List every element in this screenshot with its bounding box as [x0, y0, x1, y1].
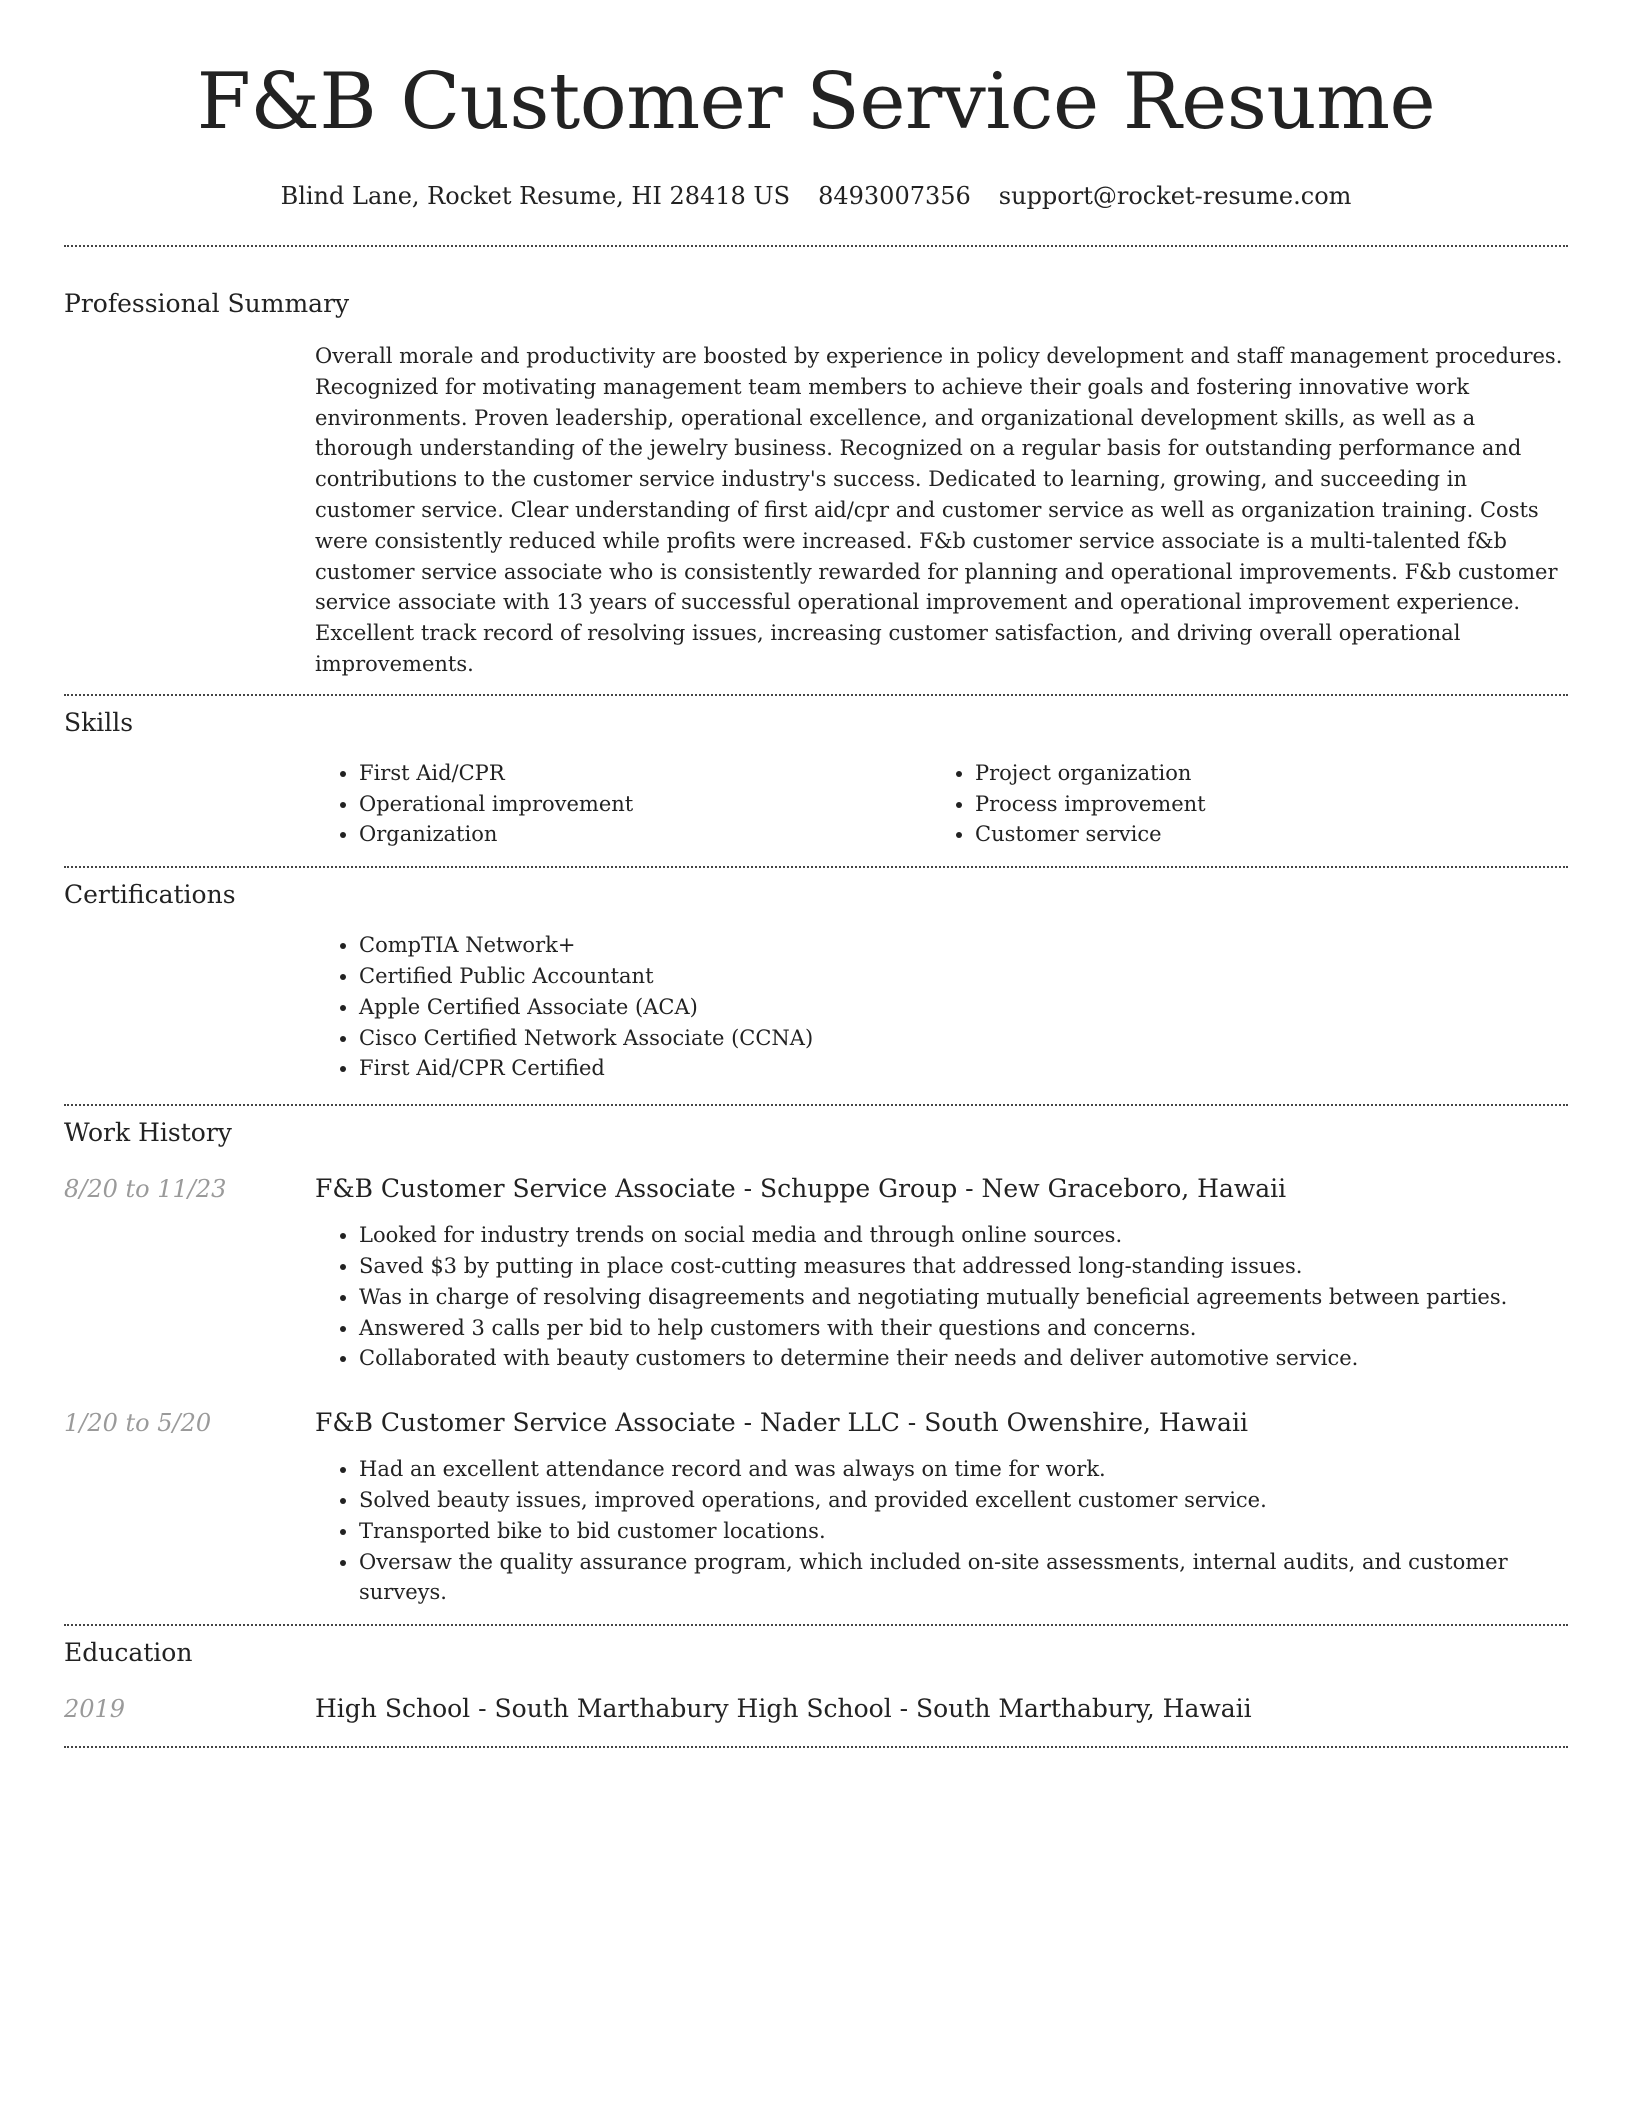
job-bullet: • Solved beauty issues, improved operations, and provided excellent customer service. [359, 1485, 1568, 1516]
summary-section [64, 247, 1568, 680]
work-heading: Work History [64, 1118, 232, 1148]
contact-address: Blind Lane, Rocket Resume, HI 28418 US [280, 182, 791, 210]
job-bullet: • Had an excellent attendance record and was always on time for work. [359, 1454, 1568, 1485]
divider [64, 1746, 1568, 1748]
summary-heading: Professional Summary [64, 289, 350, 318]
job-entry [64, 1406, 1568, 1608]
job-entry [64, 1172, 1568, 1374]
work-section [64, 1106, 1568, 1608]
job-bullet: • Saved $3 by putting in place cost-cutting measures that addressed long-standing issues. [359, 1251, 1568, 1282]
resume-title: F&B Customer Service Resume [196, 57, 1436, 147]
education-heading: Education [64, 1638, 193, 1668]
skill-item: • First Aid/CPR [359, 758, 931, 789]
skill-item: • Operational improvement [359, 789, 931, 820]
certification-item: • First Aid/CPR Certified [359, 1053, 1568, 1084]
contact-phone: 8493007356 [818, 182, 971, 210]
contact-email: support@rocket-resume.com [998, 182, 1352, 210]
certification-item: • Apple Certified Associate (ACA) [359, 992, 1568, 1023]
job-bullet: • Answered 3 calls per bid to help customers with their questions and concerns. [359, 1313, 1568, 1344]
education-dates: 2019 [64, 1695, 126, 1724]
summary-text: Overall morale and productivity are boosted by experience in policy development and staff management procedures. Recognized for motivating management team members to achieve their goals and fostering innovative work environments. Proven leadership, operational excellence, and organizational development skills, as well as a thorough understanding of the jewelry business. Recognized on a regular basis for outstanding performance and contributions to the customer service industry's success. Dedicated to learning, growing, and succeeding in customer service. Clear understanding of first aid/cpr and customer service as well as organization training. Costs were consistently reduced while profits were increased. F&b customer service associate is a multi-talented f&b customer service associate who is consistently rewarded for planning and operational improvements. F&b customer service associate with 13 years of successful operational improvement and operational improvement experience. Excellent track record of resolving issues, increasing customer satisfaction, and driving overall operational improvements. [315, 344, 1563, 676]
job-bullet: • Was in charge of resolving disagreements and negotiating mutually beneficial agreements between parties. [359, 1282, 1568, 1313]
resume-page [64, 0, 1568, 1748]
contact-line [64, 180, 1568, 212]
job-title: F&B Customer Service Associate - Schuppe Group - New Graceboro, Hawaii [315, 1174, 1287, 1204]
certifications-section [64, 868, 1568, 1084]
job-dates: 8/20 to 11/23 [64, 1175, 227, 1204]
skills-section [64, 696, 1568, 850]
job-dates: 1/20 to 5/20 [64, 1409, 212, 1438]
job-bullet: • Collaborated with beauty customers to determine their needs and deliver automotive service. [359, 1343, 1568, 1374]
certification-item: • Cisco Certified Network Associate (CCNA) [359, 1023, 1568, 1054]
certifications-heading: Certifications [64, 880, 236, 910]
education-section [64, 1626, 1568, 1726]
skill-item: • Process improvement [975, 789, 1547, 820]
skill-item: • Customer service [975, 819, 1547, 850]
skill-item: • Project organization [975, 758, 1547, 789]
education-title: High School - South Marthabury High School - South Marthabury, Hawaii [315, 1694, 1252, 1724]
job-bullet: • Looked for industry trends on social media and through online sources. [359, 1220, 1568, 1251]
certification-item: • Certified Public Accountant [359, 961, 1568, 992]
job-bullet: • Transported bike to bid customer locations. [359, 1516, 1568, 1547]
skills-heading: Skills [64, 707, 134, 737]
job-bullets [315, 1220, 1568, 1374]
job-bullets [315, 1454, 1568, 1608]
skills-list-right [931, 758, 1547, 850]
skill-item: • Organization [359, 819, 931, 850]
job-title: F&B Customer Service Associate - Nader LLC - South Owenshire, Hawaii [315, 1408, 1248, 1438]
skills-list-left [315, 758, 931, 850]
job-bullet: • Oversaw the quality assurance program, which included on-site assessments, internal audits, and customer surveys. [359, 1547, 1568, 1609]
certifications-list [315, 930, 1568, 1084]
certification-item: • CompTIA Network+ [359, 930, 1568, 961]
